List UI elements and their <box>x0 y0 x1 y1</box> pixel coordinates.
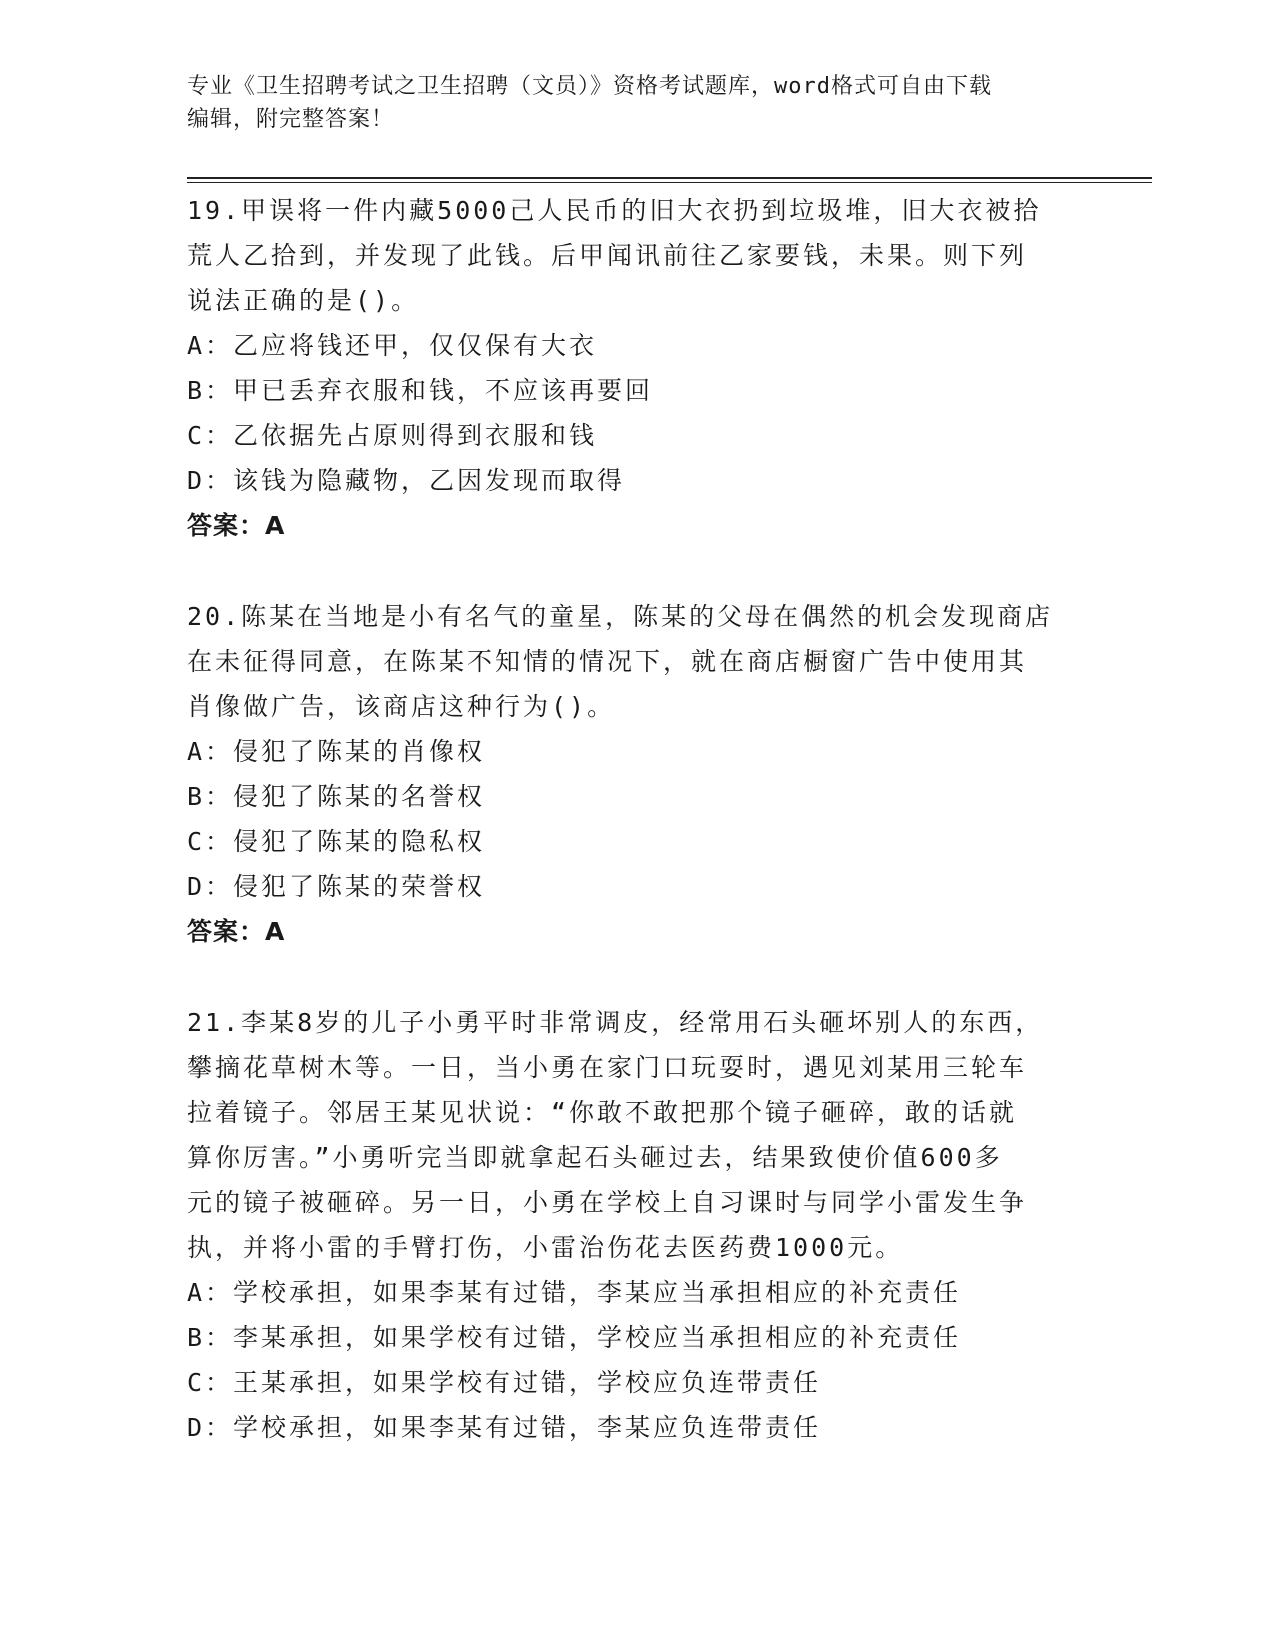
question-stem-line: 在未征得同意，在陈某不知情的情况下，就在商店橱窗广告中使用其 <box>187 647 1028 676</box>
question-stem-line: 21.李某8岁的儿子小勇平时非常调皮，经常用石头砸坏别人的东西， <box>187 1008 1044 1037</box>
option-d: D：该钱为隐藏物，乙因发现而取得 <box>187 466 626 495</box>
question-stem-line: 荒人乙拾到，并发现了此钱。后甲闻讯前往乙家要钱，未果。则下列 <box>187 241 1028 270</box>
document-header <box>187 70 1087 136</box>
answer-label: 答案：A <box>187 917 286 946</box>
header-divider-thin <box>187 182 1152 183</box>
question-stem-line: 拉着镜子。邻居王某见状说：“你敢不敢把那个镜子砸碎，敢的话就 <box>187 1098 1018 1127</box>
header-line: 专业《卫生招聘考试之卫生招聘（文员）》资格考试题库，word格式可自由下载 <box>187 74 992 99</box>
option-b: B：李某承担，如果学校有过错，学校应当承担相应的补充责任 <box>187 1323 962 1352</box>
question-stem-line: 说法正确的是()。 <box>187 286 420 315</box>
option-b: B：甲已丢弃衣服和钱，不应该再要回 <box>187 376 654 405</box>
header-line: 编辑，附完整答案！ <box>187 107 395 132</box>
option-d: D：学校承担，如果李某有过错，李某应负连带责任 <box>187 1413 822 1442</box>
question-spacer <box>187 548 1127 594</box>
question-stem-line: 肖像做广告，该商店这种行为()。 <box>187 692 616 721</box>
option-a: A：学校承担，如果李某有过错，李某应当承担相应的补充责任 <box>187 1278 962 1307</box>
question-stem-line: 攀摘花草树木等。一日，当小勇在家门口玩耍时，遇见刘某用三轮车 <box>187 1053 1028 1082</box>
header-divider <box>187 177 1152 179</box>
option-b: B：侵犯了陈某的名誉权 <box>187 782 486 811</box>
question-20 <box>187 594 1127 954</box>
option-c: C：侵犯了陈某的隐私权 <box>187 827 486 856</box>
question-stem-line: 执，并将小雷的手臂打伤，小雷治伤花去医药费1000元。 <box>187 1233 904 1262</box>
question-21 <box>187 1000 1127 1450</box>
option-d: D：侵犯了陈某的荣誉权 <box>187 872 486 901</box>
question-19 <box>187 188 1127 548</box>
question-spacer <box>187 954 1127 1000</box>
option-c: C：王某承担，如果学校有过错，学校应负连带责任 <box>187 1368 822 1397</box>
option-a: A：乙应将钱还甲，仅仅保有大衣 <box>187 331 598 360</box>
question-stem-line: 19.甲误将一件内藏5000己人民币的旧大衣扔到垃圾堆，旧大衣被拾 <box>187 196 1042 225</box>
question-stem-line: 20.陈某在当地是小有名气的童星，陈某的父母在偶然的机会发现商店 <box>187 602 1054 631</box>
answer-label: 答案：A <box>187 511 286 540</box>
option-c: C：乙依据先占原则得到衣服和钱 <box>187 421 598 450</box>
option-a: A：侵犯了陈某的肖像权 <box>187 737 486 766</box>
question-stem-line: 算你厉害。”小勇听完当即就拿起石头砸过去，结果致使价值600多 <box>187 1143 1003 1172</box>
question-stem-line: 元的镜子被砸碎。另一日，小勇在学校上自习课时与同学小雷发生争 <box>187 1188 1028 1217</box>
question-list <box>187 188 1127 1450</box>
